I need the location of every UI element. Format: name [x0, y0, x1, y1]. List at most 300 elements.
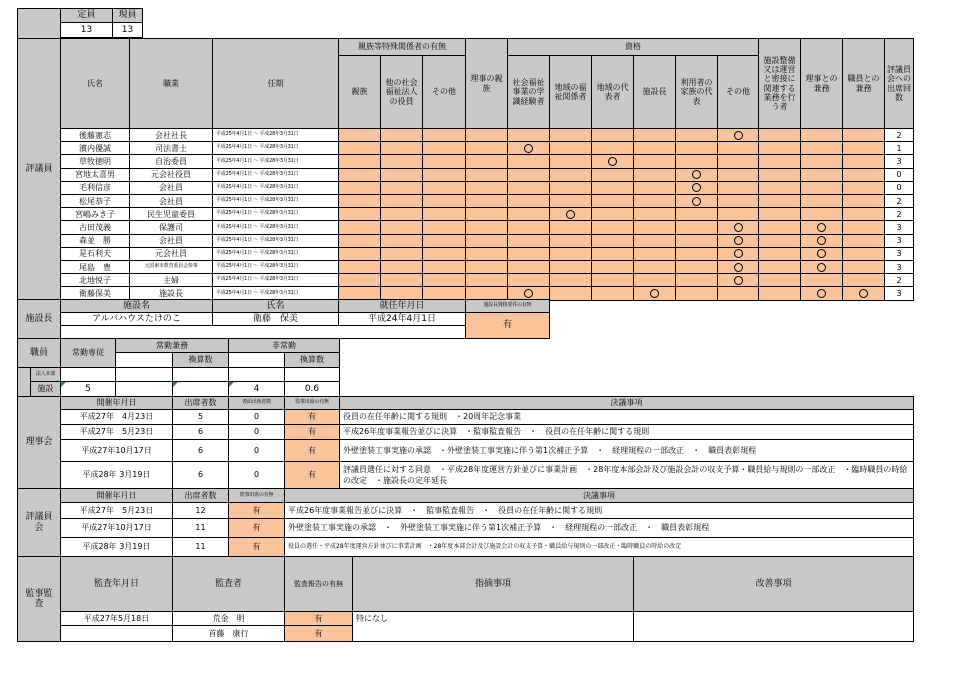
member-flag-cell: [591, 247, 634, 261]
audit-auditor-2: 首藤 康行: [172, 625, 285, 642]
member-flag-cell: [800, 273, 843, 287]
circle-mark-icon: [566, 210, 575, 219]
member-flag-cell: [549, 154, 592, 168]
member-flag-cell: [380, 168, 423, 182]
circle-mark-icon: [817, 263, 826, 272]
member-flag-cell: [549, 220, 592, 234]
member-flag-cell: [758, 141, 801, 155]
board-date: 平成28年 3月19日: [60, 461, 173, 489]
member-flag-cell: [465, 154, 508, 168]
member-flag-cell: [507, 168, 550, 182]
member-flag-cell: [591, 168, 634, 182]
member-flag-cell: [717, 234, 759, 248]
member-flag-cell: [422, 260, 466, 274]
member-flag-cell: [338, 220, 381, 234]
member-flag-cell: [338, 168, 381, 182]
member-flag-cell: [758, 273, 801, 287]
member-attend: 3: [884, 234, 914, 248]
council-aud: 有: [228, 502, 285, 519]
council-date: 平成28年 3月19日: [60, 537, 173, 557]
member-flag-cell: [338, 273, 381, 287]
staff-full-value: [60, 381, 116, 397]
member-flag-cell: [675, 141, 718, 155]
member-job: 施設長: [129, 286, 213, 300]
audit-date-blank: [60, 625, 173, 642]
member-flag-cell: [591, 181, 634, 195]
member-flag-cell: [507, 141, 550, 155]
dual-staff-header: 職員との兼務: [842, 38, 885, 129]
member-flag-cell: [380, 273, 423, 287]
staff-r1-conv: [172, 367, 229, 382]
member-flag-cell: [338, 154, 381, 168]
member-flag-cell: [338, 247, 381, 261]
member-flag-cell: [422, 154, 466, 168]
member-flag-cell: [800, 181, 843, 195]
member-flag-cell: [675, 260, 718, 274]
member-name: 松尾恭子: [60, 194, 130, 208]
member-flag-cell: [717, 194, 759, 208]
member-flag-cell: [675, 234, 718, 248]
teiin-value: 13: [60, 22, 113, 38]
member-attend: 0: [884, 168, 914, 182]
kin-group-header: 親族等特殊関係者の有無: [338, 38, 466, 56]
staff-conv2-header: 換算数: [284, 352, 340, 368]
board-doc: 0: [228, 439, 285, 462]
member-flag-cell: [842, 273, 885, 287]
member-flag-cell: [591, 273, 634, 287]
member-flag-cell: [422, 207, 466, 221]
member-flag-cell: [800, 207, 843, 221]
audit-auditor-header: 監査者: [172, 556, 285, 612]
member-attend: 3: [884, 286, 914, 300]
member-flag-cell: [842, 128, 885, 142]
member-flag-cell: [507, 220, 550, 234]
board-doc: 0: [228, 424, 285, 440]
member-term: 平成25年4月1日 ～ 平成28年3月31日: [212, 181, 339, 195]
member-flag-cell: [675, 168, 718, 182]
member-flag-cell: [758, 207, 801, 221]
circle-mark-icon: [608, 157, 617, 166]
member-flag-cell: [842, 154, 885, 168]
member-job: 保護司: [129, 220, 213, 234]
member-name: 宮地太喜男: [60, 168, 130, 182]
member-name: 後藤憲志: [60, 128, 130, 142]
member-flag-cell: [338, 260, 381, 274]
member-flag-cell: [507, 273, 550, 287]
staff-r1-part: [228, 367, 285, 382]
member-term: 平成25年4月1日 ～ 平成28年3月31日: [212, 247, 339, 261]
attend-header: 評議員会への出席回数: [884, 38, 914, 129]
board-date: 平成27年 4月23日: [60, 409, 173, 425]
staff-row1-label: 法人本部: [30, 367, 61, 382]
q2-header: 地域の福祉関係者: [549, 55, 592, 129]
qual-group-header: 資格: [507, 38, 759, 56]
board-label: 理事会: [17, 396, 61, 489]
member-flag-cell: [422, 128, 466, 142]
member-flag-cell: [591, 286, 634, 300]
genin-label: 現員: [112, 8, 143, 23]
council-res: 外壁塗装工事実施の承認 ・ 外壁塗装工事実施に伴う第1次補正予算 ・ 経理規程の一部改正 ・ 職員表彰規程: [284, 518, 914, 538]
board-res: 外壁塗装工事実施の承認 ・外壁塗装工事実施に伴う第1次補正予算 ・ 経理規程の一部改正 ・ 職員表彰規程: [339, 439, 914, 462]
board-res: 評議員選任に対する同意 ・平成28年度運営方針並びに事業計画 ・28年度本部会計及び施設会計の収支予算・職員給与規則の一部改正 ・臨時職員の時給の改定 ・施設長の定年延長: [339, 461, 914, 489]
member-term: 平成25年4月1日 ～ 平成28年3月31日: [212, 154, 339, 168]
q4-header: 施設長: [633, 55, 676, 129]
member-flag-cell: [800, 286, 843, 300]
board-date: 平成27年 5月23日: [60, 424, 173, 440]
staff-conv2-value: 0.6: [284, 381, 340, 397]
member-job: 司法書士: [129, 141, 213, 155]
member-job: 元会社役員: [129, 168, 213, 182]
member-flag-cell: [549, 141, 592, 155]
member-flag-cell: [422, 234, 466, 248]
term-header: 任期: [212, 38, 339, 129]
director-fac-label: 施設名: [60, 299, 213, 313]
member-name: 濱内優誠: [60, 141, 130, 155]
dual-dir-header: 理事との兼務: [800, 38, 843, 129]
member-flag-cell: [758, 154, 801, 168]
member-flag-cell: [675, 128, 718, 142]
q3-header: 地域の代表者: [591, 55, 634, 129]
member-flag-cell: [549, 247, 592, 261]
circle-mark-icon: [734, 223, 743, 232]
member-flag-cell: [633, 194, 676, 208]
member-name: 古田茂義: [60, 220, 130, 234]
member-flag-cell: [633, 154, 676, 168]
member-flag-cell: [380, 181, 423, 195]
member-flag-cell: [422, 194, 466, 208]
staff-part-header: 非常勤: [228, 338, 340, 353]
member-flag-cell: [675, 154, 718, 168]
circle-mark-icon: [817, 236, 826, 245]
q5-header: 利用者の家族の代表: [675, 55, 718, 129]
council-res: 平成26年度事業報告並びに決算 ・ 監事監査報告 ・ 役員の在任年齢に関する規則: [284, 502, 914, 519]
member-flag-cell: [549, 234, 592, 248]
member-flag-cell: [633, 168, 676, 182]
member-attend: 3: [884, 220, 914, 234]
audit-rep-header: 監査報告の有無: [284, 556, 353, 612]
member-term: 平成25年4月1日 ～ 平成28年3月31日: [212, 260, 339, 274]
member-flag-cell: [842, 247, 885, 261]
circle-mark-icon: [734, 236, 743, 245]
q1-header: 社会福祉事業の学識経験者: [507, 55, 550, 129]
member-flag-cell: [800, 168, 843, 182]
council-att-header: 出席者数: [172, 488, 229, 503]
member-flag-cell: [380, 154, 423, 168]
staff-full-text: 5: [85, 383, 91, 394]
member-flag-cell: [380, 141, 423, 155]
member-flag-cell: [633, 247, 676, 261]
member-job: 主婦: [129, 273, 213, 287]
member-flag-cell: [591, 234, 634, 248]
member-flag-cell: [842, 194, 885, 208]
member-flag-cell: [380, 247, 423, 261]
board-att: 6: [172, 424, 229, 440]
board-att: 6: [172, 461, 229, 489]
member-flag-cell: [800, 141, 843, 155]
member-flag-cell: [842, 207, 885, 221]
staff-r2-dual: [115, 381, 173, 397]
teiin-label: 定員: [60, 8, 113, 23]
member-flag-cell: [591, 141, 634, 155]
member-flag-cell: [842, 181, 885, 195]
member-flag-cell: [800, 154, 843, 168]
council-aud: 有: [228, 537, 285, 557]
circle-mark-icon: [734, 249, 743, 258]
member-flag-cell: [758, 128, 801, 142]
member-flag-cell: [633, 234, 676, 248]
audit-imp-header: 改善事項: [633, 556, 914, 612]
member-flag-cell: [717, 168, 759, 182]
member-flag-cell: [549, 286, 592, 300]
board-doc: 0: [228, 461, 285, 489]
council-aud: 有: [228, 518, 285, 538]
member-job: 会社社長: [129, 128, 213, 142]
member-flag-cell: [633, 207, 676, 221]
member-flag-cell: [549, 128, 592, 142]
board-res-header: 決議事項: [339, 396, 914, 410]
circle-mark-icon: [692, 183, 701, 192]
staff-r2-conv: [172, 381, 229, 397]
member-term: 平成25年4月1日 ～ 平成28年3月31日: [212, 207, 339, 221]
member-flag-cell: [591, 207, 634, 221]
circle-mark-icon: [524, 289, 533, 298]
name-header: 氏名: [60, 38, 130, 129]
member-job: 民生児童委員: [129, 207, 213, 221]
member-flag-cell: [675, 181, 718, 195]
board-att-header: 出席者数: [172, 396, 229, 410]
board-aud: 有: [284, 424, 340, 440]
member-attend: 2: [884, 273, 914, 287]
member-flag-cell: [380, 207, 423, 221]
staff-part-value: [228, 381, 285, 397]
member-flag-cell: [717, 154, 759, 168]
circle-mark-icon: [817, 249, 826, 258]
member-flag-cell: [633, 286, 676, 300]
hyogiin-label: 評議員: [17, 38, 61, 300]
member-job: 元国東市教育委員会参事: [129, 260, 213, 274]
member-flag-cell: [422, 247, 466, 261]
member-flag-cell: [591, 128, 634, 142]
council-date-header: 開催年月日: [60, 488, 173, 503]
member-flag-cell: [549, 194, 592, 208]
board-aud: 有: [284, 461, 340, 489]
member-flag-cell: [465, 168, 508, 182]
member-term: 平成25年4月1日 ～ 平成28年3月31日: [212, 220, 339, 234]
q6-header: その他: [717, 55, 759, 129]
council-res-header: 決議事項: [284, 488, 914, 503]
member-flag-cell: [842, 141, 885, 155]
member-flag-cell: [465, 220, 508, 234]
audit-date-header: 監査年月日: [60, 556, 173, 612]
member-name: 尾島 豊: [60, 260, 130, 274]
member-flag-cell: [842, 260, 885, 274]
member-flag-cell: [507, 247, 550, 261]
member-flag-cell: [591, 220, 634, 234]
council-att: 12: [172, 502, 229, 519]
member-flag-cell: [507, 128, 550, 142]
member-flag-cell: [507, 194, 550, 208]
board-att: 5: [172, 409, 229, 425]
member-attend: 2: [884, 207, 914, 221]
circle-mark-icon: [524, 144, 533, 153]
board-aud: 有: [284, 409, 340, 425]
member-attend: 3: [884, 247, 914, 261]
board-att: 6: [172, 439, 229, 462]
member-job: 会社員: [129, 234, 213, 248]
member-flag-cell: [675, 207, 718, 221]
board-aud: 有: [284, 439, 340, 462]
member-name: 宮嶋みき子: [60, 207, 130, 221]
member-flag-cell: [800, 260, 843, 274]
staff-full-header: 常勤専従: [60, 338, 116, 368]
member-flag-cell: [758, 247, 801, 261]
board-aud-header: 監事出席の有無: [284, 396, 340, 410]
audit-point: 特になし: [352, 611, 634, 642]
director-label: 施設長: [17, 299, 61, 339]
member-flag-cell: [758, 260, 801, 274]
board-date: 平成27年10月17日: [60, 439, 173, 462]
member-flag-cell: [422, 181, 466, 195]
member-flag-cell: [465, 194, 508, 208]
member-flag-cell: [717, 286, 759, 300]
board-date-header: 開催年月日: [60, 396, 173, 410]
member-flag-cell: [465, 247, 508, 261]
other-corp-header: 他の社会福祉法人の役員: [380, 55, 423, 129]
member-job: 会社員: [129, 181, 213, 195]
circle-mark-icon: [734, 276, 743, 285]
staff-r1-dual: [115, 367, 173, 382]
member-flag-cell: [338, 194, 381, 208]
member-flag-cell: [549, 260, 592, 274]
member-flag-cell: [380, 220, 423, 234]
member-flag-cell: [338, 141, 381, 155]
member-flag-cell: [422, 168, 466, 182]
member-flag-cell: [591, 194, 634, 208]
staff-dual-blank: [115, 352, 173, 368]
member-job: 元会社員: [129, 247, 213, 261]
kin-other-header: その他: [422, 55, 466, 129]
member-flag-cell: [842, 168, 885, 182]
audit-rep-2: 有: [284, 625, 353, 642]
member-flag-cell: [507, 207, 550, 221]
member-name: 衛藤保美: [60, 286, 130, 300]
comment-marker: [173, 382, 178, 387]
member-attend: 3: [884, 154, 914, 168]
member-attend: 0: [884, 181, 914, 195]
member-flag-cell: [717, 128, 759, 142]
staff-conv-header: 換算数: [172, 352, 229, 368]
board-res: 平成26年度事業報告並びに決算 ・監事監査報告 ・ 役員の在任年齢に関する規則: [339, 424, 914, 440]
member-flag-cell: [422, 273, 466, 287]
member-flag-cell: [717, 181, 759, 195]
member-flag-cell: [507, 260, 550, 274]
member-flag-cell: [800, 128, 843, 142]
member-flag-cell: [717, 260, 759, 274]
kin-header: 親族: [338, 55, 381, 129]
staff-r1-full: [60, 367, 116, 382]
member-flag-cell: [633, 220, 676, 234]
member-flag-cell: [422, 141, 466, 155]
council-att: 11: [172, 537, 229, 557]
member-flag-cell: [758, 168, 801, 182]
member-attend: 3: [884, 260, 914, 274]
comment-marker: [61, 382, 66, 387]
member-flag-cell: [633, 260, 676, 274]
council-date: 平成27年10月17日: [60, 518, 173, 538]
director-facility: アルバハウスたけのこ: [60, 312, 213, 326]
member-term: 平成25年4月1日 ～ 平成28年3月31日: [212, 141, 339, 155]
member-name: 北地悦子: [60, 273, 130, 287]
staff-row2-label: 施設: [30, 381, 61, 397]
member-flag-cell: [717, 273, 759, 287]
circle-mark-icon: [650, 289, 659, 298]
member-name: 毛利信彦: [60, 181, 130, 195]
director-kin-header: 理事の親族: [465, 38, 508, 129]
board-doc-header: 書面出席者数: [228, 396, 285, 410]
member-flag-cell: [465, 234, 508, 248]
member-flag-cell: [465, 260, 508, 274]
member-term: 平成25年4月1日 ～ 平成28年3月31日: [212, 273, 339, 287]
member-flag-cell: [758, 181, 801, 195]
member-flag-cell: [338, 128, 381, 142]
member-flag-cell: [717, 247, 759, 261]
audit-rep-1: 有: [284, 611, 353, 626]
member-flag-cell: [591, 260, 634, 274]
circle-mark-icon: [859, 289, 868, 298]
member-name: 草牧徳明: [60, 154, 130, 168]
staff-part-blank: [228, 352, 285, 368]
member-flag-cell: [549, 168, 592, 182]
member-flag-cell: [591, 154, 634, 168]
member-flag-cell: [338, 207, 381, 221]
member-attend: 2: [884, 194, 914, 208]
member-flag-cell: [507, 234, 550, 248]
member-flag-cell: [717, 207, 759, 221]
member-term: 平成25年4月1日 ～ 平成28年3月31日: [212, 234, 339, 248]
genin-value: 13: [112, 22, 143, 38]
board-res: 役員の在任年齢に関する規則 ・20周年記念事業: [339, 409, 914, 425]
member-flag-cell: [507, 181, 550, 195]
director-qual-label: 施設長資格要件の有無: [465, 299, 550, 313]
staff-dual-header: 常勤兼務: [115, 338, 229, 353]
member-flag-cell: [758, 234, 801, 248]
director-blank: [60, 325, 466, 339]
director-start-label: 就任年月日: [338, 299, 466, 313]
circle-mark-icon: [817, 289, 826, 298]
staff-label: 職員: [17, 338, 61, 368]
member-flag-cell: [380, 260, 423, 274]
staff-part-text: 4: [253, 383, 260, 394]
member-flag-cell: [338, 181, 381, 195]
board-doc: 0: [228, 409, 285, 425]
member-flag-cell: [380, 234, 423, 248]
member-job: 会社員: [129, 194, 213, 208]
member-attend: 1: [884, 141, 914, 155]
council-aud-header: 監事出席の有無: [228, 488, 285, 503]
audit-point-header: 指摘事項: [352, 556, 634, 612]
member-flag-cell: [633, 128, 676, 142]
member-flag-cell: [842, 220, 885, 234]
director-name-label: 氏名: [212, 299, 339, 313]
member-term: 平成25年4月1日 ～ 平成28年3月31日: [212, 194, 339, 208]
director-qual: 有: [465, 312, 550, 339]
member-flag-cell: [800, 234, 843, 248]
member-term: 平成25年4月1日 ～ 平成28年3月31日: [212, 286, 339, 300]
member-flag-cell: [800, 220, 843, 234]
member-flag-cell: [338, 234, 381, 248]
member-flag-cell: [800, 194, 843, 208]
member-flag-cell: [717, 220, 759, 234]
